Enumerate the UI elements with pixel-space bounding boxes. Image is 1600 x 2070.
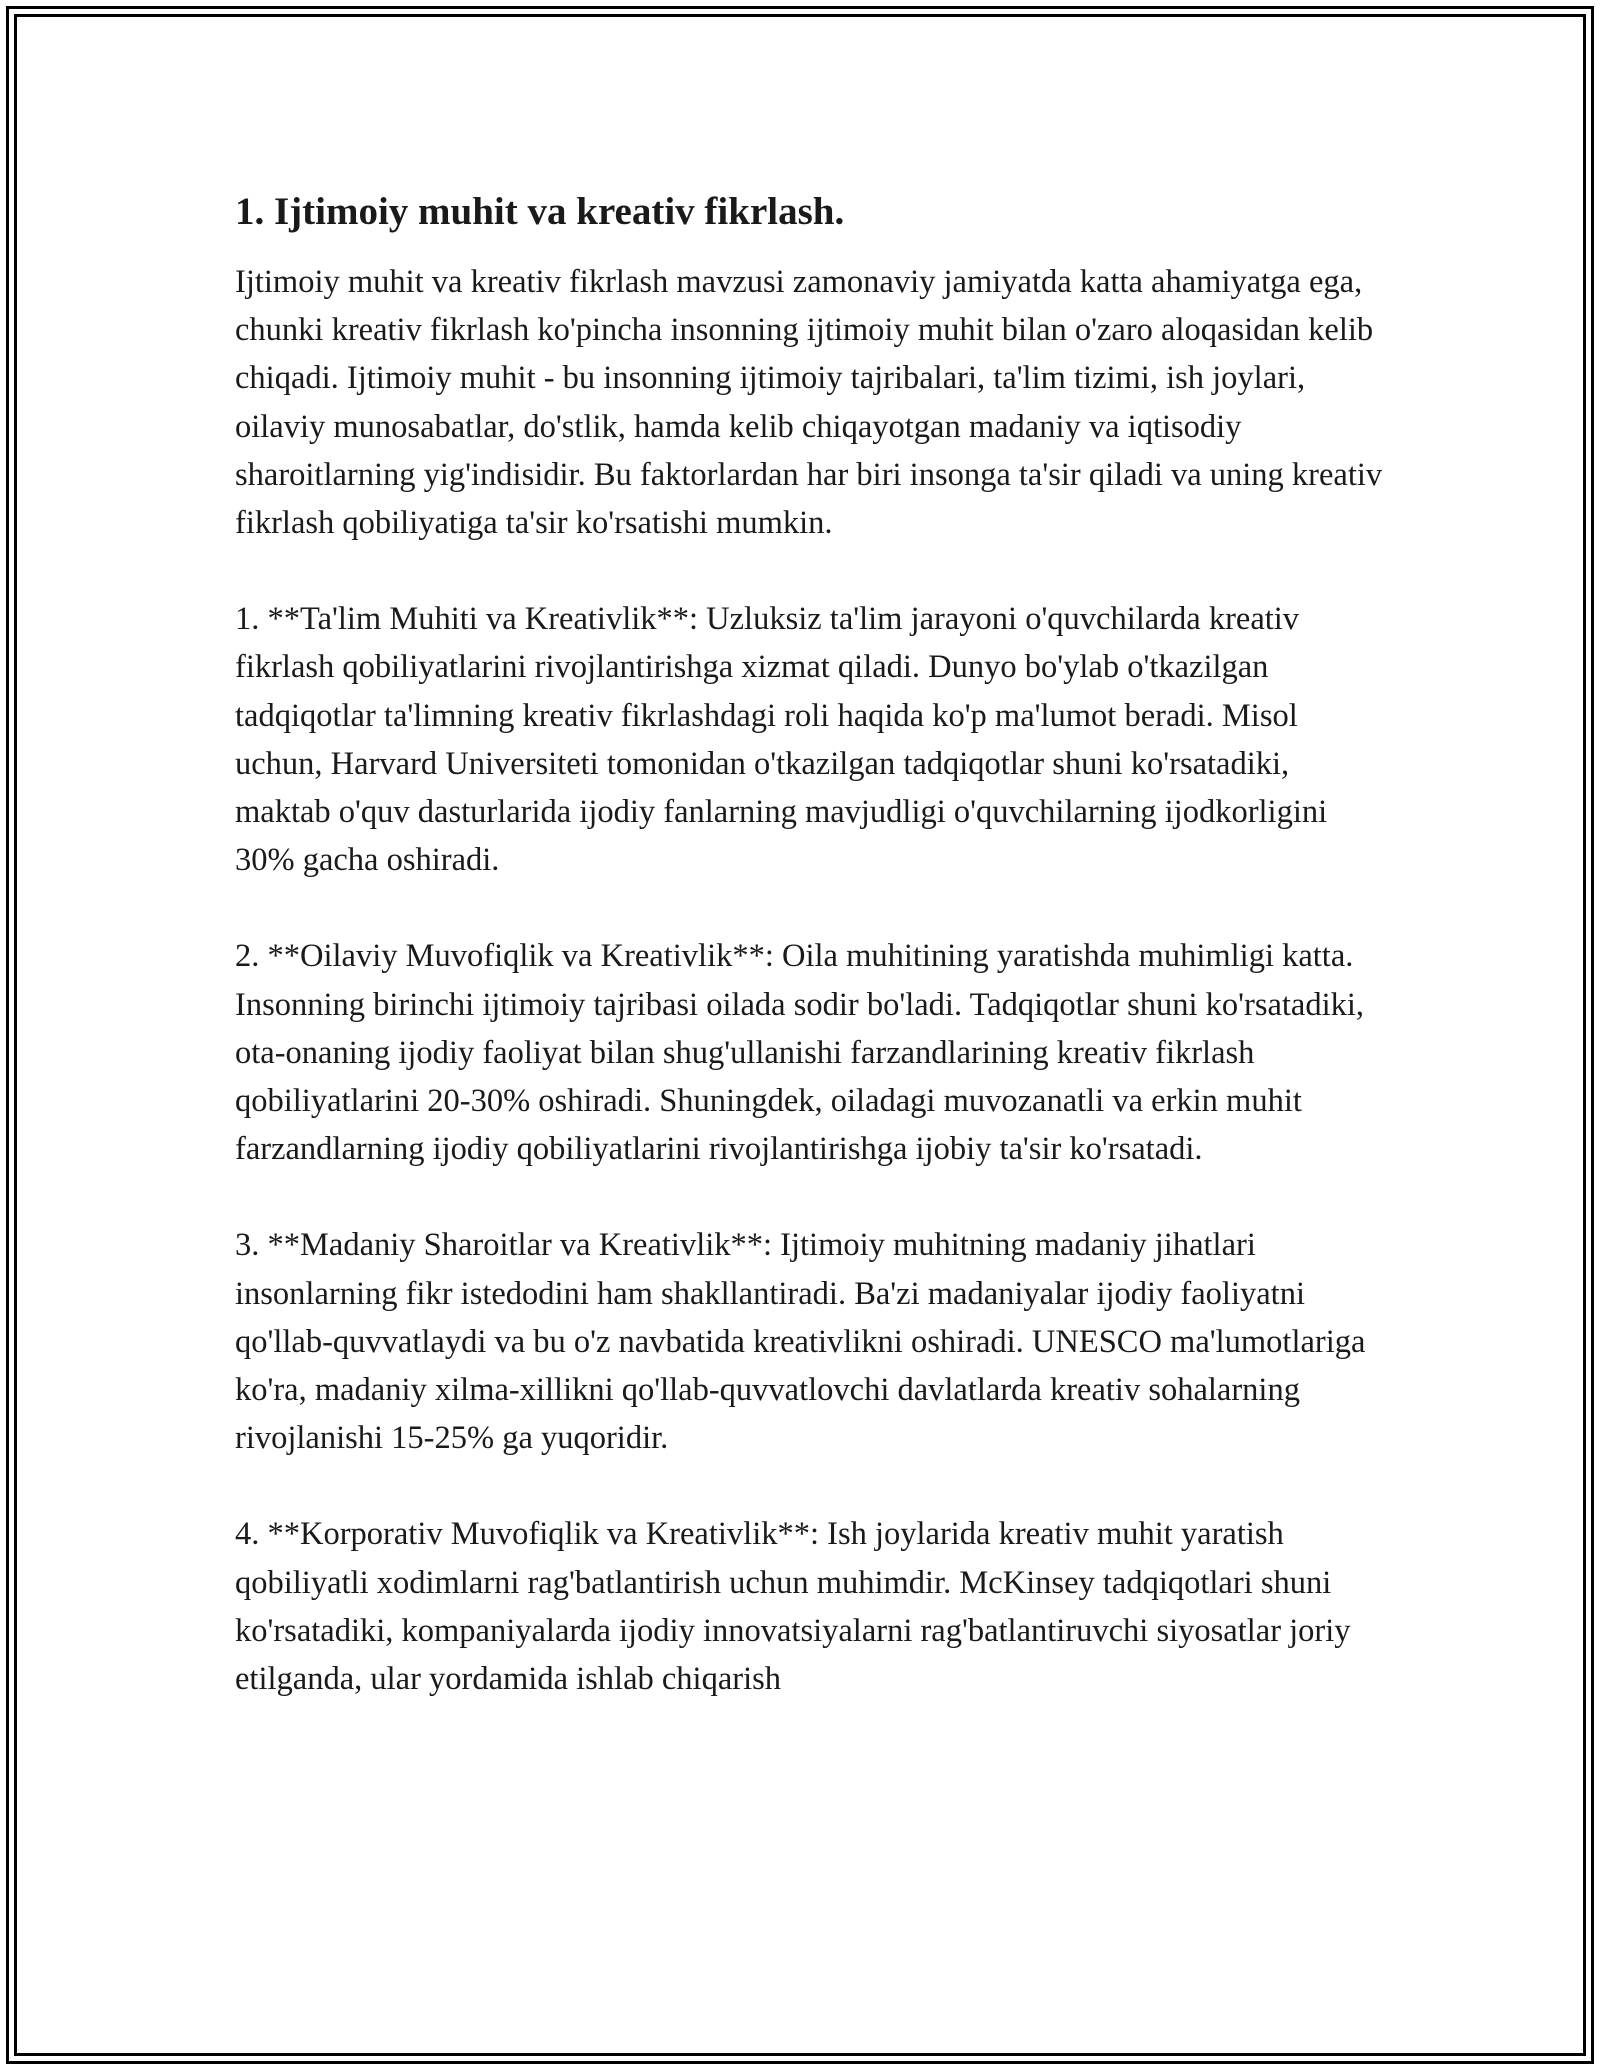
paragraph-corporate: 4. **Korporativ Muvofiqlik va Kreativlik**: Ish joylarida kreativ muhit yaratish qobiliyatli xodimlarni rag'batlantirish uchun muhimdir. McKinsey tadqiqotlari shuni ko'rsatadiki, kompaniyalarda ijodiy innovatsiyalarni rag'batlantiruvchi siyosatlar joriy etilganda, ular yordamida ishlab chiqarish xyxy=(235,1516,1351,1698)
document-body xyxy=(235,188,1385,1703)
paragraph-education: 1. **Ta'lim Muhiti va Kreativlik**: Uzluksiz ta'lim jarayoni o'quvchilarda kreativ fikrlash qobiliyatlarini rivojlantirishga xizmat qiladi. Dunyo bo'ylab o'tkazilgan tadqiqotlar ta'limning kreativ fikrlashdagi roli haqida ko'p ma'lumot beradi. Misol uchun, Harvard Universiteti tomonidan o'tkazilgan tadqiqotlar shuni ko'rsatadiki, maktab o'quv dasturlarida ijodiy fanlarning mavjudligi o'quvchilarning ijodkorligini 30% gacha oshiradi. xyxy=(235,601,1328,879)
intro-paragraph: Ijtimoiy muhit va kreativ fikrlash mavzusi zamonaviy jamiyatda katta ahamiyatga ega, chunki kreativ fikrlash ko'pincha insonning ijtimoiy muhit bilan o'zaro aloqasidan kelib chiqadi. Ijtimoiy muhit - bu insonning ijtimoiy tajribalari, ta'lim tizimi, ish joylari, oilaviy munosabatlar, do'stlik, hamda kelib chiqayotgan madaniy va iqtisodiy sharoitlarning yig'indisidir. Bu faktorlardan har biri insonga ta'sir qiladi va uning kreativ fikrlash qobiliyatiga ta'sir ko'rsatishi mumkin. xyxy=(235,264,1383,542)
paragraph-culture: 3. **Madaniy Sharoitlar va Kreativlik**: Ijtimoiy muhitning madaniy jihatlari insonlarning fikr istedodini ham shakllantiradi. Ba'zi madaniyalar ijodiy faoliyatni qo'llab-quvvatlaydi va bu o'z navbatida kreativlikni oshiradi. UNESCO ma'lumotlariga ko'ra, madaniy xilma-xillikni qo'llab-quvvatlovchi davlatlarda kreativ sohalarning rivojlanishi 15-25% ga yuqoridir. xyxy=(235,1227,1366,1457)
page-title: 1. Ijtimoiy muhit va kreativ fikrlash. xyxy=(235,190,845,233)
paragraph-family: 2. **Oilaviy Muvofiqlik va Kreativlik**: Oila muhitining yaratishda muhimligi katta. Insonning birinchi ijtimoiy tajribasi oilada sodir bo'ladi. Tadqiqotlar shuni ko'rsatadiki, ota-onaning ijodiy faoliyat bilan shug'ullanishi farzandlarining kreativ fikrlash qobiliyatlarini 20-30% oshiradi. Shuningdek, oiladagi muvozanatli va erkin muhit farzandlarning ijodiy qobiliyatlarini rivojlantirishga ijobiy ta'sir ko'rsatadi. xyxy=(235,938,1365,1168)
